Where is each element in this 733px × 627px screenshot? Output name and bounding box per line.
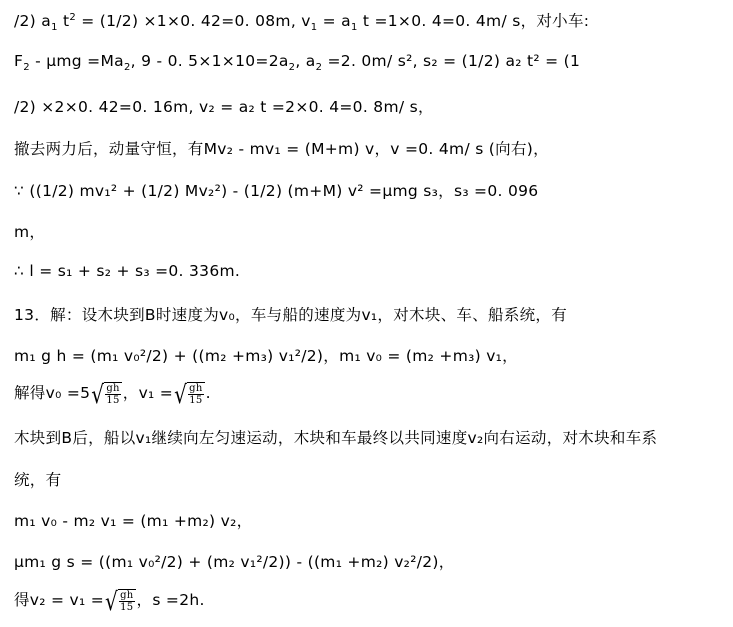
text-line-11: 木块到B后，船以v₁继续向左匀速运动，木块和车最终以共同速度v₂向右运动，对木块和车系: [14, 429, 658, 447]
line2-part: F: [14, 52, 24, 70]
solve-v0-text: 解得v₀ =5: [14, 384, 91, 402]
sqrt-fraction: [105, 585, 136, 616]
fraction: [118, 589, 135, 613]
text-line-5: ∵ ((1/2) mv₁² + (1/2) Mv₂²) - (1/2) (m+M) v² =μmg s₃，s₃ =0. 096: [14, 182, 539, 200]
result-text: ，s =2h.: [136, 591, 205, 609]
sqrt-fraction: [174, 378, 205, 409]
fraction-numerator: gh: [189, 382, 203, 394]
line2-part: - μmg =Ma: [29, 52, 124, 70]
line2-part: , a: [295, 52, 316, 70]
radical-sign: √: [174, 378, 188, 409]
text-line-2: [14, 52, 580, 73]
text-line-1: [14, 9, 589, 33]
line1-sub: 1: [51, 22, 58, 34]
line1-sup: 2: [69, 11, 77, 23]
line1-sub: 1: [350, 22, 358, 34]
line2-part: , 9 - 0. 5×1×10=2a: [130, 52, 289, 70]
text-line-10: [14, 378, 211, 409]
text-line-3: /2) ×2×0. 42=0. 16m, v₂ = a₂ t =2×0. 4=0. 8m/ s，: [14, 98, 434, 116]
line1-part: t: [57, 12, 70, 30]
solve-v1-text: ，v₁ =: [122, 384, 174, 402]
text-line-12: 统，有: [14, 471, 62, 489]
line2-sub: 2: [315, 62, 323, 74]
line1-part: /2) a: [14, 12, 52, 30]
line1-part: = (1/2) ×1×0. 42=0. 08m, v: [76, 12, 311, 30]
fraction: [104, 382, 121, 406]
line2-sub: 2: [23, 62, 30, 74]
fraction: [187, 382, 204, 406]
line1-part: t =1×0. 4=0. 4m/ s，对小车:: [357, 12, 590, 30]
text-line-14: μm₁ g s = ((m₁ v₀²/2) + (m₂ v₁²/2)) - ((m₁ +m₂) v₂²/2)，: [14, 553, 455, 571]
sqrt-fraction: [91, 378, 122, 409]
text-line-4: 撤去两力后，动量守恒，有Mv₂ - mv₁ = (M+m) v，v =0. 4m/ s (向右)，: [14, 140, 549, 158]
line1-sub: 1: [310, 22, 318, 34]
radical-sign: √: [91, 378, 105, 409]
line1-part: = a: [317, 12, 351, 30]
text-line-7: ∴ l = s₁ + s₂ + s₃ =0. 336m.: [14, 262, 241, 280]
fraction-denominator: 15: [106, 394, 120, 406]
period: .: [205, 384, 211, 402]
text-line-15: [14, 585, 205, 616]
fraction-denominator: 15: [120, 601, 134, 613]
line2-part: =2. 0m/ s², s₂ = (1/2) a₂ t² = (1: [322, 52, 581, 70]
radical-sign: √: [105, 585, 119, 616]
line2-sub: 2: [123, 62, 131, 74]
text-line-8: 13．解：设木块到B时速度为v₀，车与船的速度为v₁，对木块、车、船系统，有: [14, 306, 568, 324]
fraction-numerator: gh: [120, 589, 134, 601]
fraction-denominator: 15: [189, 394, 203, 406]
text-line-9: m₁ g h = (m₁ v₀²/2) + ((m₂ +m₃) v₁²/2)，m₁ v₀ = (m₂ +m₃) v₁，: [14, 347, 518, 365]
text-line-13: m₁ v₀ - m₂ v₁ = (m₁ +m₂) v₂，: [14, 512, 253, 530]
line2-sub: 2: [288, 62, 296, 74]
text-line-6: m，: [14, 223, 46, 241]
fraction-numerator: gh: [106, 382, 120, 394]
result-text: 得v₂ = v₁ =: [14, 591, 105, 609]
